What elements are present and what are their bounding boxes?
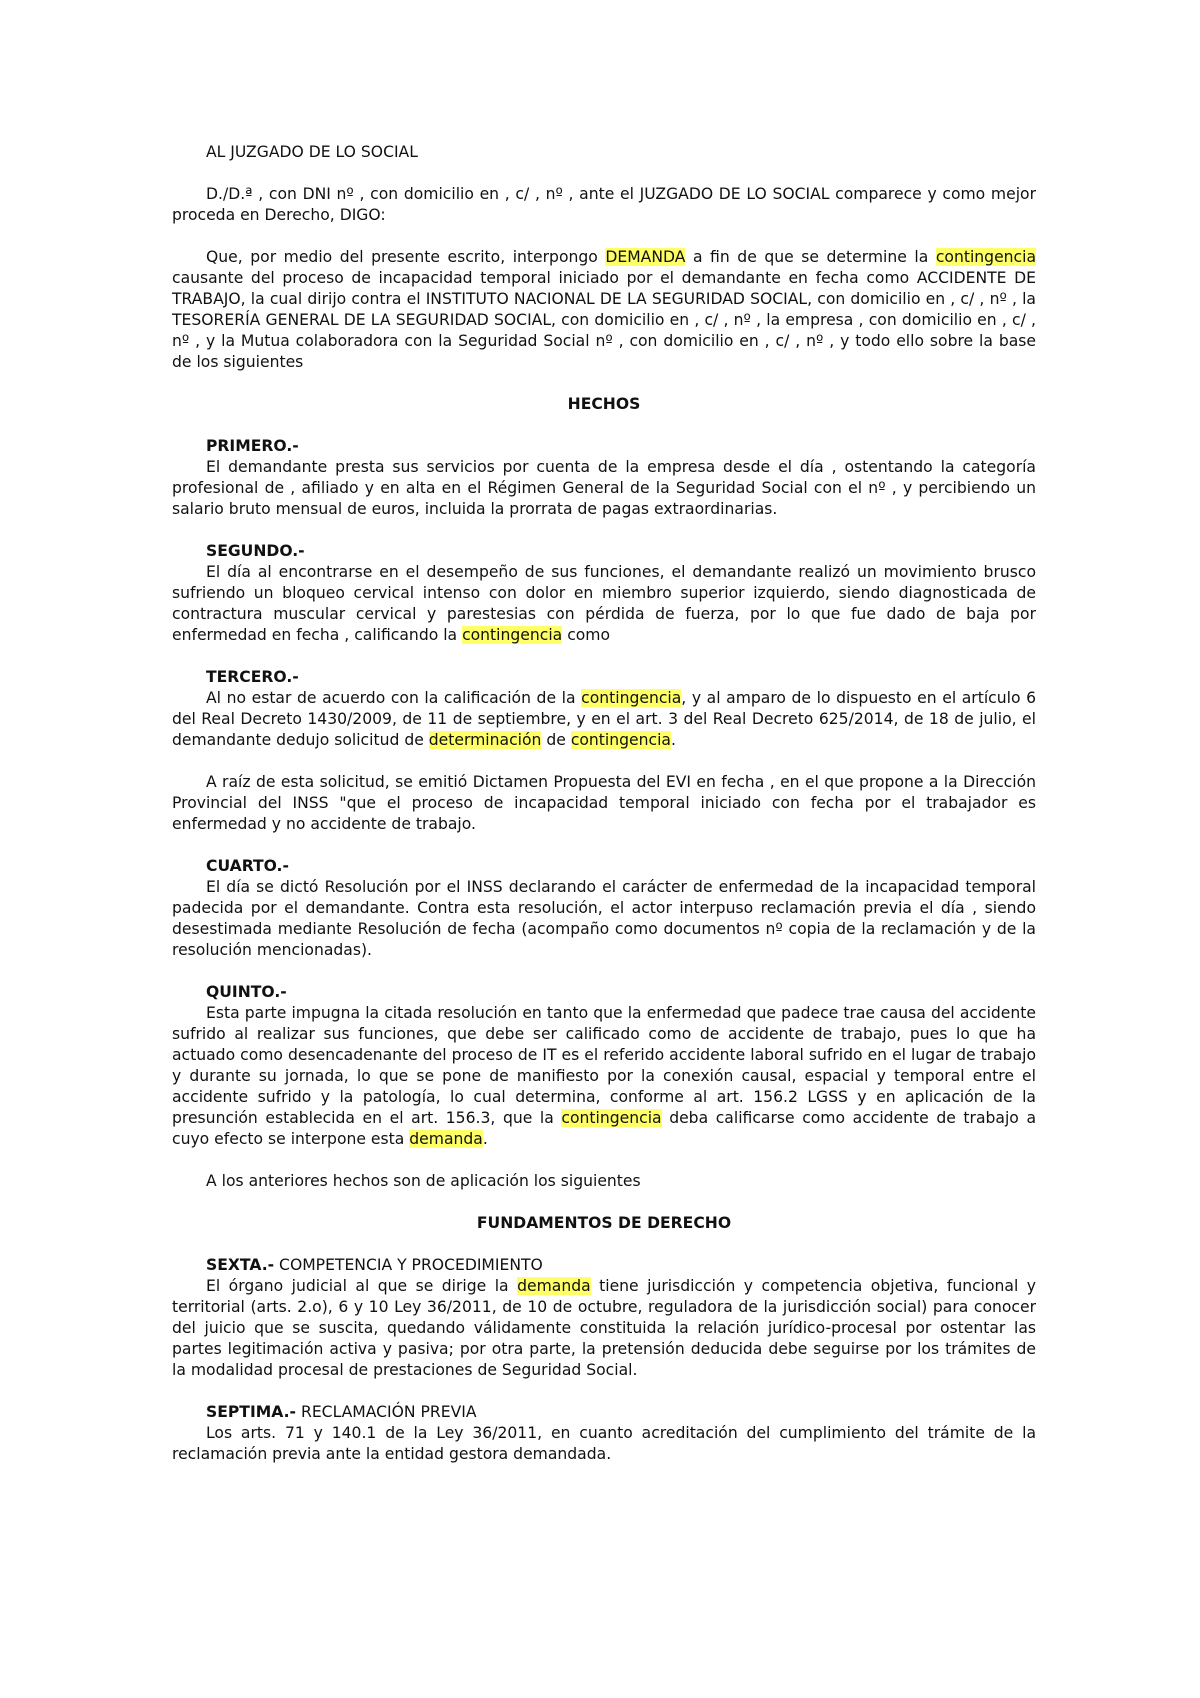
- highlight-contingencia: contingencia: [935, 248, 1037, 266]
- fundamentos-heading: FUNDAMENTOS DE DERECHO: [476, 1214, 732, 1232]
- sexta-heading: [172, 1255, 1036, 1276]
- highlight-contingencia: contingencia: [561, 1109, 662, 1127]
- transition-paragraph: A los anteriores hechos son de aplicación los siguientes: [206, 1172, 641, 1190]
- intro-text-1: Que, por medio del presente escrito, interpongo: [206, 248, 606, 266]
- segundo-paragraph: [172, 562, 1036, 646]
- highlight-determinacion: determinación: [428, 731, 542, 749]
- quinto-text-2: deba calificarse como accidente de trabajo a cuyo efecto se interpone esta: [172, 1109, 1036, 1148]
- highlight-demanda: demanda: [409, 1130, 483, 1148]
- opening-paragraph: D./D.ª , con DNI nº , con domicilio en , c/ , nº , ante el JUZGADO DE LO SOCIAL comparece y como mejor proceda en Derecho, DIGO:: [172, 185, 1036, 224]
- quinto-paragraph: [172, 1003, 1036, 1150]
- segundo-text-2: como: [562, 626, 611, 644]
- highlight-contingencia: contingencia: [462, 626, 563, 644]
- intro-text-2: a fin de que se determine la: [685, 248, 936, 266]
- document-page: [172, 142, 1036, 1465]
- court-heading: AL JUZGADO DE LO SOCIAL: [206, 143, 418, 161]
- quinto-text-1: Esta parte impugna la citada resolución en tanto que la enfermedad que padece trae causa del accidente sufrido al realizar sus funciones, que debe ser calificado como de accidente de trabajo, pues lo que ha actuado como desencadenante del proceso de IT es el referido accidente laboral sufrido en el lugar de trabajo y durante su jornada, lo que se pone de manifiesto por la conexión causal, espacial y temporal entre el accidente sufrido y la patología, lo cual determina, conforme al art. 156.2 LGSS y en aplicación de la presunción establecida en el art. 156.3, que la: [172, 1004, 1036, 1127]
- quinto-heading: QUINTO.-: [206, 983, 287, 1001]
- primero-paragraph: El demandante presta sus servicios por cuenta de la empresa desde el día , ostentando la categoría profesional de , afiliado y en alta en el Régimen General de la Seguridad Social con el nº , y percibiendo un salario bruto mensual de euros, incluida la prorrata de pagas extraordinarias.: [172, 458, 1036, 518]
- septima-subtitle: RECLAMACIÓN PREVIA: [296, 1403, 477, 1421]
- sexta-title: SEXTA.-: [206, 1256, 275, 1274]
- highlight-demanda: DEMANDA: [605, 248, 686, 266]
- segundo-heading: SEGUNDO.-: [206, 542, 305, 560]
- highlight-contingencia-2: contingencia: [570, 731, 671, 749]
- highlight-demanda: demanda: [517, 1277, 591, 1295]
- tercero-paragraph-2: A raíz de esta solicitud, se emitió Dictamen Propuesta del EVI en fecha , en el que propone a la Dirección Provincial del INSS "que el proceso de incapacidad temporal iniciado con fecha por el trabajador es enfermedad y no accidente de trabajo.: [172, 773, 1036, 833]
- septima-heading: [172, 1402, 1036, 1423]
- highlight-contingencia: contingencia: [581, 689, 682, 707]
- hechos-heading: HECHOS: [567, 395, 641, 413]
- septima-title: SEPTIMA.-: [206, 1403, 297, 1421]
- tercero-text-1: Al no estar de acuerdo con la calificación de la: [206, 689, 582, 707]
- tercero-text-2: , y al amparo de lo dispuesto en el artículo 6 del Real Decreto 1430/2009, de 11 de septiembre, y en el art. 3 del Real Decreto 625/2014, de 18 de julio, el demandante dedujo solicitud de: [172, 689, 1036, 749]
- intro-text-3: causante del proceso de incapacidad temporal iniciado por el demandante en fecha como ACCIDENTE DE TRABAJO, la cual dirijo contra el INSTITUTO NACIONAL DE LA SEGURIDAD SOCIAL, con domicilio en , c/ , nº , la TESORERÍA GENERAL DE LA SEGURIDAD SOCIAL, con domicilio en , c/ , nº , la empresa , con domicilio en , c/ , nº , y la Mutua colaboradora con la Seguridad Social nº , con domicilio en , c/ , nº , y todo ello sobre la base de los siguientes: [172, 269, 1036, 371]
- primero-heading: PRIMERO.-: [206, 437, 299, 455]
- tercero-heading: TERCERO.-: [206, 668, 299, 686]
- tercero-text-4: .: [670, 731, 676, 749]
- sexta-text-2: tiene jurisdicción y competencia objetiva, funcional y territorial (arts. 2.o), 6 y 10 Ley 36/2011, de 10 de octubre, reguladora de la jurisdicción social) para conocer del juicio que se suscita, quedando válidamente constituida la relación jurídico-procesal por ostentar las partes legitimación activa y pasiva; por otra parte, la pretensión deducida debe seguirse por los trámites de la modalidad procesal de prestaciones de Seguridad Social.: [172, 1277, 1037, 1379]
- tercero-text-3: de: [541, 731, 571, 749]
- segundo-text-1: El día al encontrarse en el desempeño de sus funciones, el demandante realizó un movimiento brusco sufriendo un bloqueo cervical intenso con dolor en miembro superior izquierdo, siendo diagnosticada de contractura muscular cervical y parestesias con pérdida de fuerza, por lo que fue dado de baja por enfermedad en fecha , calificando la: [172, 563, 1036, 644]
- cuarto-paragraph: El día se dictó Resolución por el INSS declarando el carácter de enfermedad de la incapacidad temporal padecida por el demandante. Contra esta resolución, el actor interpuso reclamación previa el día , siendo desestimada mediante Resolución de fecha (acompaño como documentos nº copia de la reclamación y de la resolución mencionadas).: [172, 878, 1036, 959]
- quinto-text-3: .: [482, 1130, 488, 1148]
- tercero-paragraph: [172, 688, 1036, 751]
- cuarto-heading: CUARTO.-: [206, 857, 289, 875]
- intro-paragraph: [172, 247, 1036, 373]
- sexta-text-1: El órgano judicial al que se dirige la: [206, 1277, 518, 1295]
- septima-paragraph: Los arts. 71 y 140.1 de la Ley 36/2011, en cuanto acreditación del cumplimiento del trámite de la reclamación previa ante la entidad gestora demandada.: [172, 1424, 1036, 1463]
- sexta-subtitle: COMPETENCIA Y PROCEDIMIENTO: [274, 1256, 543, 1274]
- sexta-paragraph: [172, 1276, 1036, 1381]
